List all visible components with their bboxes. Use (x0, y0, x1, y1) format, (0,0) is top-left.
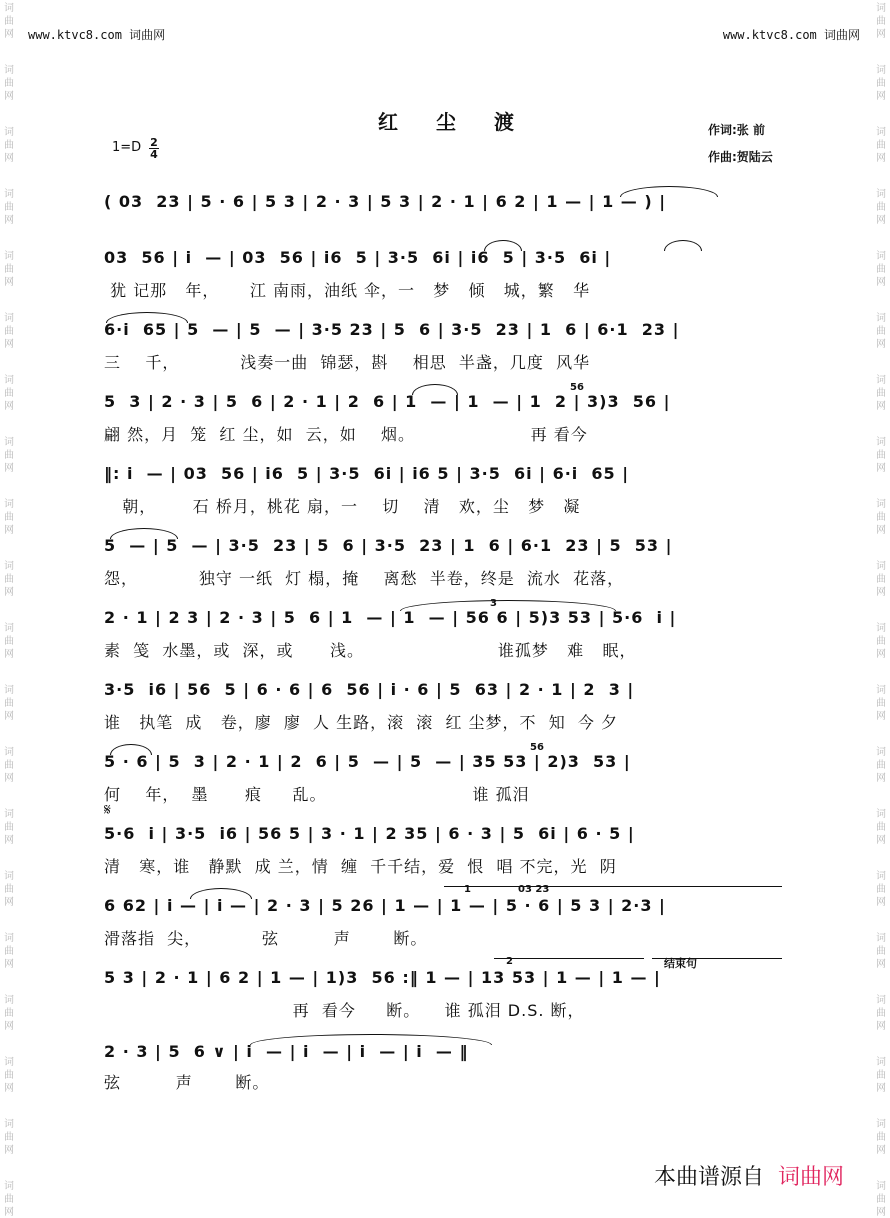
watermark-text: 词 曲 网 (876, 685, 886, 722)
tie-slur (664, 240, 702, 251)
tie-slur (484, 240, 522, 251)
watermark-text: 词 曲 网 (4, 933, 14, 970)
lyrics-line-13: 弦 声 断。 (104, 1073, 270, 1092)
lyrics-line-12: 再 看今 断。 谁 孤泪 D.S. 断， (104, 1001, 585, 1020)
left-watermark-strip (0, 0, 18, 1218)
watermark-text: 词 曲 网 (876, 561, 886, 598)
time-bottom: 4 (150, 148, 158, 161)
tie-slur (412, 384, 458, 395)
lyrics-line-6: 怨， 独守 一纸 灯 榻，掩 离愁 半卷，终是 流水 花落， (104, 569, 625, 588)
watermark-text: 词 曲 网 (4, 995, 14, 1032)
watermark-text: 词 曲 网 (4, 623, 14, 660)
watermark-text: 词 曲 网 (4, 1181, 14, 1218)
lyrics-line-3: 三 千， 浅奏一曲 锦瑟，斟 相思 半盏，几度 风华 (104, 353, 591, 372)
watermark-text: 词 曲 网 (876, 189, 886, 226)
site-header-right[interactable]: www.ktvc8.com 词曲网 (722, 28, 860, 42)
time-top: 2 (150, 136, 158, 149)
watermark-text: 词 曲 网 (876, 871, 886, 908)
watermark-text: 词 曲 网 (4, 1119, 14, 1156)
watermark-text: 词 曲 网 (876, 747, 886, 784)
notation-line-7: 2 · 1 | 2 3 | 2 · 3 | 5 6 | 1 — | 1 — | 56 6 | 5)3 53 | 5·6 i | (104, 608, 677, 627)
notation-line-5: ‖: i — | 03 56 | i6 5 | 3·5 6i | i6 5 | 3·5 6i | 6·i 65 | (104, 464, 630, 483)
coda-label: 结束句 (664, 957, 697, 970)
grace-note-2: 3 (490, 598, 497, 609)
tie-slur (400, 600, 616, 611)
watermark-text: 词 曲 网 (4, 809, 14, 846)
watermark-text: 词 曲 网 (876, 933, 886, 970)
watermark-text: 词 曲 网 (876, 623, 886, 660)
notation-line-11: 6 62 | i — | i — | 2 · 3 | 5 26 | 1 — | 1 — | 5 · 6 | 5 3 | 2·3 | (104, 896, 666, 915)
time-signature (149, 137, 159, 160)
brand-link[interactable]: 词曲网 (777, 1165, 844, 1190)
lyricist-credit: 作词:张 前 (708, 123, 765, 137)
watermark-text: 词 曲 网 (876, 1119, 886, 1156)
composer-credit: 作曲:贺陆云 (708, 150, 773, 164)
song-title: 红尘渡 (378, 110, 552, 134)
segno-sign: 𝄋 (104, 800, 111, 819)
notation-line-13: 2 · 3 | 5 6 ∨ | i — | i — | i — | i — ‖ (104, 1042, 469, 1061)
tie-slur (110, 744, 152, 755)
watermark-text: 词 曲 网 (876, 437, 886, 474)
watermark-text: 词 曲 网 (4, 127, 14, 164)
notation-line-1: ( 03 23 | 5 · 6 | 5 3 | 2 · 3 | 5 3 | 2 · 1 | 6 2 | 1 — | 1 — ) | (104, 192, 667, 211)
watermark-text: 词 曲 网 (876, 499, 886, 536)
tie-slur (190, 888, 252, 899)
ending-2-bracket (494, 958, 644, 959)
tie-slur (620, 186, 718, 197)
watermark-text: 词 曲 网 (876, 995, 886, 1032)
watermark-text: 词 曲 网 (4, 313, 14, 350)
lyrics-line-5: 朝， 石 桥月，桃花 扇，一 切 清 欢，尘 梦 凝 (104, 497, 581, 516)
watermark-text: 词 曲 网 (876, 3, 886, 40)
lyrics-line-2: 犹 记那 年， 江 南雨，油纸 伞，一 梦 倾 城，繁 华 (104, 281, 591, 300)
notation-line-10: 5·6 i | 3·5 i6 | 56 5 | 3 · 1 | 2 35 | 6 · 3 | 5 6i | 6 · 5 | (104, 824, 635, 843)
coda-bracket (652, 958, 782, 959)
watermark-text: 词 曲 网 (4, 251, 14, 288)
lyrics-line-4: 翩 然，月 笼 红 尘，如 云，如 烟。 再 看今 (104, 425, 588, 444)
tie-slur (110, 528, 178, 539)
notation-line-4: 5 3 | 2 · 3 | 5 6 | 2 · 1 | 2 6 | 1 — | 1 — | 1 2 | 3)3 56 | (104, 392, 671, 411)
tie-slur (106, 312, 188, 323)
site-header-left[interactable]: www.ktvc8.com 词曲网 (28, 28, 166, 42)
grace-note-ending: 03 23 (518, 884, 550, 895)
lyrics-line-7: 素 笺 水墨，或 深，或 浅。 谁孤梦 难 眠， (104, 641, 637, 660)
watermark-text: 词 曲 网 (876, 375, 886, 412)
watermark-text: 词 曲 网 (4, 189, 14, 226)
watermark-text: 词 曲 网 (876, 65, 886, 102)
ending-1-bracket (444, 886, 782, 887)
watermark-text: 词 曲 网 (876, 1057, 886, 1094)
grace-note-1: 56 (570, 382, 584, 393)
watermark-text: 词 曲 网 (4, 561, 14, 598)
source-label: 本曲谱源自 (653, 1165, 764, 1190)
ending-1-label: 1 (464, 884, 471, 895)
watermark-text: 词 曲 网 (876, 127, 886, 164)
right-watermark-strip (872, 0, 890, 1218)
lyrics-line-8: 谁 执笔 成 卷，廖 廖 人 生路，滚 滚 红 尘梦，不 知 今 夕 (104, 713, 618, 732)
grace-note-3: 56 (530, 742, 544, 753)
watermark-text: 词 曲 网 (4, 375, 14, 412)
notation-line-3: 6·i 65 | 5 — | 5 — | 3·5 23 | 5 6 | 3·5 23 | 1 6 | 6·1 23 | (104, 320, 680, 339)
watermark-text: 词 曲 网 (876, 313, 886, 350)
watermark-text: 词 曲 网 (4, 1057, 14, 1094)
notation-line-12: 5 3 | 2 · 1 | 6 2 | 1 — | 1)3 56 :‖ 1 — | 13 53 | 1 — | 1 — | (104, 968, 661, 987)
key-signature: 1=D (112, 140, 142, 155)
lyrics-line-11: 滑落指 尖， 弦 声 断。 (104, 929, 428, 948)
notation-line-2: 03 56 | i — | 03 56 | i6 5 | 3·5 6i | i6 5 | 3·5 6i | (104, 248, 612, 267)
watermark-text: 词 曲 网 (876, 251, 886, 288)
watermark-text: 词 曲 网 (4, 3, 14, 40)
ending-2-label: 2 (506, 956, 513, 967)
watermark-text: 词 曲 网 (4, 747, 14, 784)
watermark-text: 词 曲 网 (4, 685, 14, 722)
lyrics-line-9: 何 年， 墨 痕 乱。 谁 孤泪 (104, 785, 530, 804)
watermark-text: 词 曲 网 (4, 499, 14, 536)
watermark-text: 词 曲 网 (4, 871, 14, 908)
watermark-text: 词 曲 网 (4, 437, 14, 474)
notation-line-9: 5 · 6 | 5 3 | 2 · 1 | 2 6 | 5 — | 5 — | 35 53 | 2)3 53 | (104, 752, 631, 771)
tie-slur (250, 1034, 492, 1045)
notation-line-8: 3·5 i6 | 56 5 | 6 · 6 | 6 56 | i · 6 | 5 63 | 2 · 1 | 2 3 | (104, 680, 635, 699)
watermark-text: 词 曲 网 (876, 1181, 886, 1218)
lyrics-line-10: 清 寒，谁 静默 成 兰，情 缠 千千结，爱 恨 唱 不完，光 阴 (104, 857, 617, 876)
watermark-text: 词 曲 网 (876, 809, 886, 846)
notation-line-6: 5 — | 5 — | 3·5 23 | 5 6 | 3·5 23 | 1 6 | 6·1 23 | 5 53 | (104, 536, 673, 555)
source-footer (654, 1160, 844, 1191)
watermark-text: 词 曲 网 (4, 65, 14, 102)
